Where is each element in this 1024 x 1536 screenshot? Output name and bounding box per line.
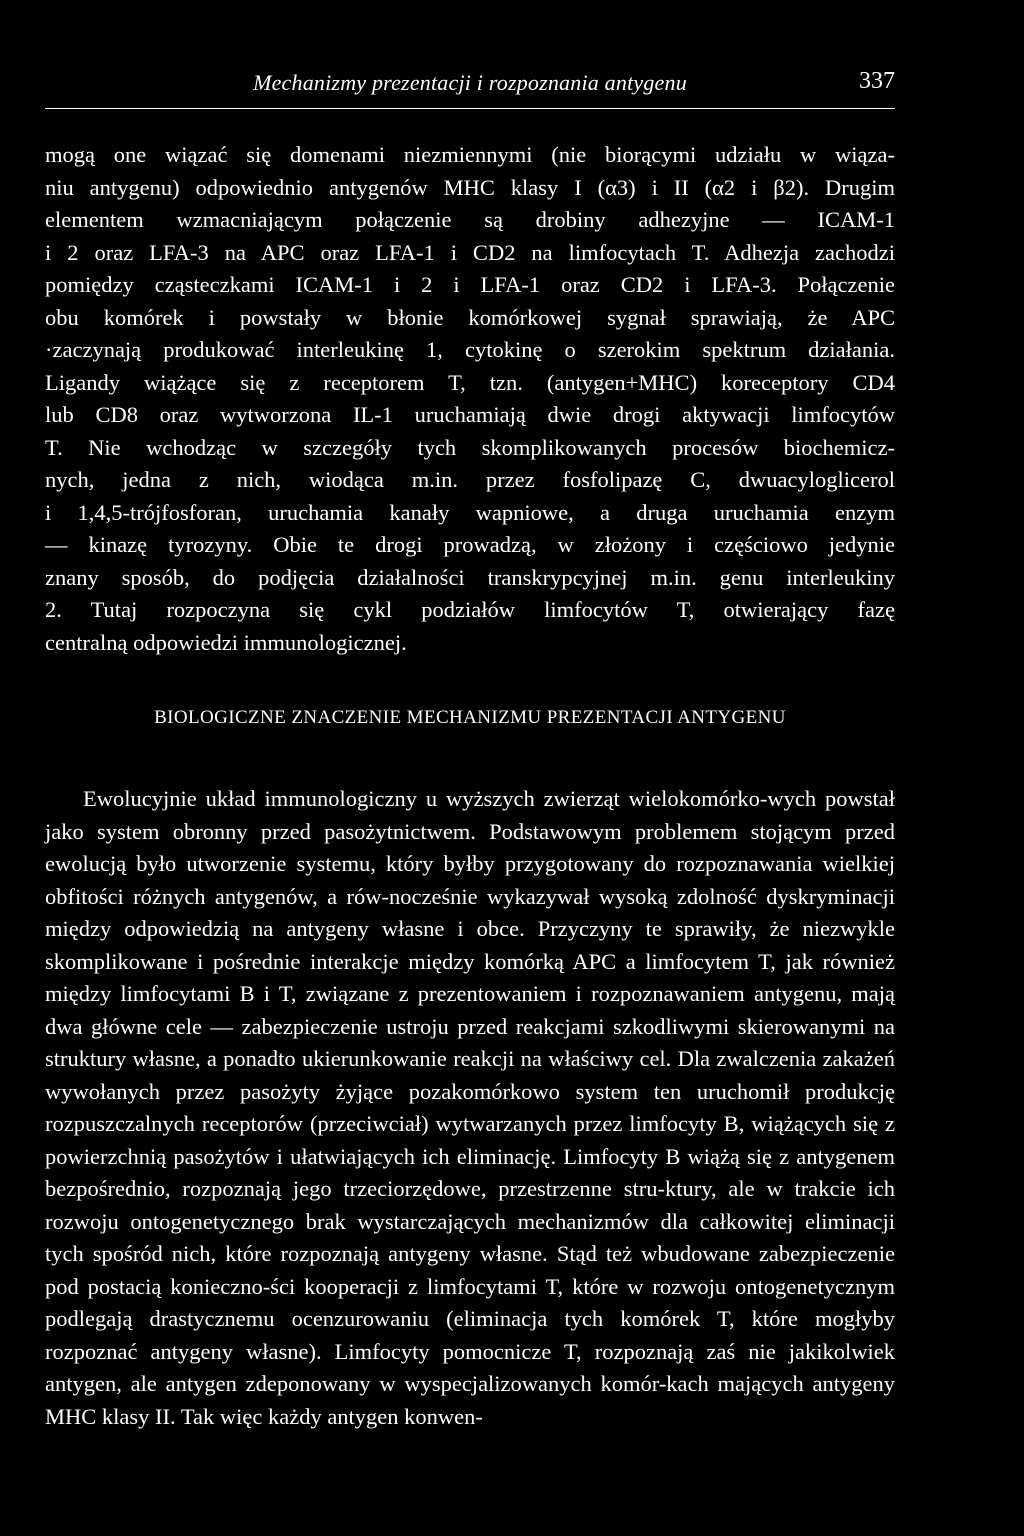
text-line: 2. Tutaj rozpoczyna się cykl podziałów limfocytów T, otwierający fazę [45, 597, 895, 622]
text-line: — kinazę tyrozyny. Obie te drogi prowadzą, w złożony i częściowo jedynie [45, 532, 895, 557]
page-number: 337 [859, 68, 895, 94]
book-page [45, 64, 895, 1433]
text-line: centralną odpowiedzi immunologicznej. [45, 629, 407, 655]
text-line: T. Nie wchodząc w szczegóły tych skomplikowanych procesów biochemicz- [45, 434, 895, 460]
running-head-title: Mechanizmy prezentacji i rozpoznania antygenu [253, 70, 687, 95]
text-line: lub CD8 oraz wytworzona IL-1 uruchamiają dwie drogi aktywacji limfocytów [45, 402, 895, 427]
section-heading: BIOLOGICZNE ZNACZENIE MECHANIZMU PREZENTACJI ANTYGENU [154, 707, 786, 728]
text-line: obu komórek i powstały w błonie komórkowej sygnał sprawiają, że APC [45, 304, 895, 330]
paragraph-continuation [45, 139, 895, 659]
text-line: nych, jedna z nich, wiodąca m.in. przez fosfolipazę C, dwuacyloglicerol [45, 467, 895, 492]
text-line: niu antygenu) odpowiednio antygenów MHC klasy I (α3) i II (α2 i β2). Drugim [45, 174, 895, 200]
text-line: mogą one wiązać się domenami niezmiennymi (nie biorącymi udziału w wiąza- [45, 142, 895, 167]
text-line: i 1,4,5-trójfosforan, uruchamia kanały wapniowe, a druga uruchamia enzym [45, 499, 895, 525]
text-line: ·zaczynają produkować interleukinę 1, cytokinę o szerokim spektrum działania. [45, 337, 895, 362]
text-line: elementem wzmacniającym połączenie są drobiny adhezyjne — ICAM-1 [45, 207, 895, 232]
text-line: pomiędzy cząsteczkami ICAM-1 i 2 i LFA-1 oraz CD2 i LFA-3. Połączenie [45, 272, 895, 297]
text-line: znany sposób, do podjęcia działalności transkrypcyjnej m.in. genu interleukiny [45, 564, 895, 590]
text-line: Ligandy wiążące się z receptorem T, tzn. (antygen+MHC) koreceptory CD4 [45, 369, 895, 395]
text-line: i 2 oraz LFA-3 na APC oraz LFA-1 i CD2 na limfocytach T. Adhezja zachodzi [45, 239, 895, 265]
paragraph-body: Ewolucyjnie układ immunologiczny u wyższych zwierząt wielokomórko-wych powstał jako system obronny przed pasożytnictwem. Podstawowym problemem stojącym przed ewolucją było utworzenie systemu, który byłby przygotowany do rozpoznawania wielkiej obfitości różnych antygenów, a rów-nocześnie wykazywał wysoką zdolność dyskryminacji między odpowiedzią na antygeny własne i obce. Przyczyny te sprawiły, że niezwykle skomplikowane i pośrednie interakcje między komórką APC a limfocytem T, jak również między limfocytami B i T, związane z prezentowaniem i rozpoznawaniem antygenu, mają dwa główne cele — zabezpieczenie ustroju przed reakcjami szkodliwymi skierowanymi na struktury własne, a ponadto ukierunkowanie reakcji na właściwy cel. Dla zwalczenia zakażeń wywołanych przez pasożyty żyjące pozakomórkowo system ten uruchomił produkcję rozpuszczalnych receptorów (przeciwciał) wytwarzanych przez limfocyty B, wiążących się z powierzchnią pasożytów i ułatwiających ich eliminację. Limfocyty B wiążą się z antygenem bezpośrednio, rozpoznają jego trzeciorzędowe, przestrzenne stru-ktury, ale w trakcie ich rozwoju ontogenetycznego brak wystarczających mechanizmów dla całkowitej eliminacji tych spośród nich, które rozpoznają antygeny własne. Stąd też wbudowane zabezpieczenie pod postacią konieczno-ści kooperacji z limfocytami T, które w rozwoju ontogenetycznym podlegają drastycznemu ocenzurowaniu (eliminacja tych komórek T, które mogłyby rozpoznać antygeny własne). Limfocyty pomocnicze T, rozpoznają zaś nie jakikolwiek antygen, ale antygen zdeponowany w wyspecjalizowanych komór-kach mających antygeny MHC klasy II. Tak więc każdy antygen konwen- [45, 786, 895, 1429]
running-head [45, 64, 895, 109]
